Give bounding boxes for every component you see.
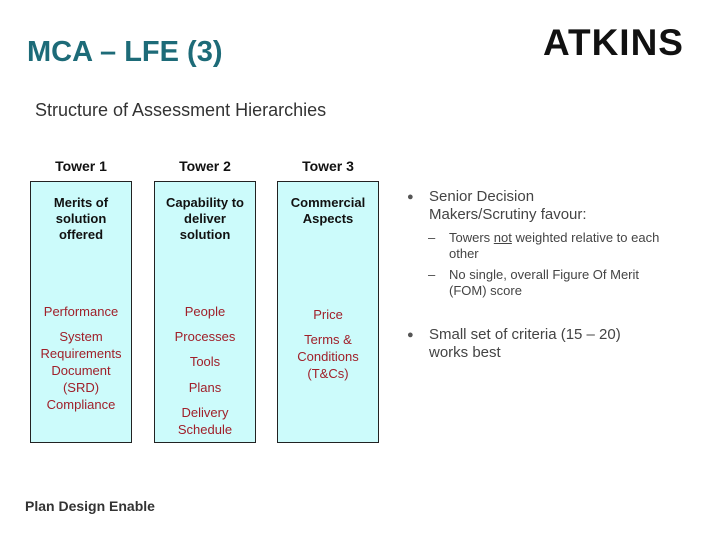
bullet-2 — [408, 326, 648, 362]
sub-bullet-2 — [428, 267, 668, 299]
tower-item: Price — [313, 307, 343, 322]
tower-heading: Merits of solution offered — [53, 195, 109, 242]
tower-item: Processes — [174, 329, 236, 344]
tower-1-label: Tower 1 — [55, 158, 107, 174]
tower-item: System Requirements Document (SRD) Compliance — [40, 329, 122, 412]
bullet-text: Small set of criteria (15 – 20) works best — [429, 326, 621, 361]
tower-heading: Commercial Aspects — [290, 195, 366, 226]
dash-icon: – — [428, 230, 436, 245]
sub-bullet-1 — [428, 230, 668, 262]
tower-3-label: Tower 3 — [302, 158, 354, 174]
bullet-text: Senior Decision Makers/Scrutiny favour: — [429, 188, 587, 223]
dash-icon: – — [428, 267, 436, 282]
bullet-dot-icon: ● — [407, 329, 414, 341]
tower-3-box — [277, 181, 379, 443]
atkins-logo: ATKINS — [543, 22, 684, 63]
bullet-dot-icon: ● — [407, 191, 414, 203]
tower-item: Delivery Schedule — [177, 405, 233, 437]
text: weighted relative to each other — [449, 230, 660, 261]
tower-1-box — [30, 181, 132, 443]
tower-item: Plans — [188, 380, 222, 395]
tower-item: People — [184, 304, 226, 319]
text: Towers — [449, 230, 494, 245]
slide-title: MCA – LFE (3) — [27, 36, 223, 68]
bullet-1 — [408, 188, 608, 224]
tower-2-box — [154, 181, 256, 443]
footer-tagline: Plan Design Enable — [25, 498, 155, 514]
tower-item: Terms & Conditions (T&Cs) — [297, 332, 359, 381]
tower-item: Tools — [189, 354, 221, 369]
tower-heading: Capability to deliver solution — [165, 195, 244, 242]
tower-2-label: Tower 2 — [179, 158, 231, 174]
slide-subtitle: Structure of Assessment Hierarchies — [35, 100, 327, 120]
bullet-text: No single, overall Figure Of Merit (FOM) score — [449, 267, 640, 298]
tower-item: Performance — [43, 304, 119, 319]
emphasis-not: not — [493, 230, 512, 245]
